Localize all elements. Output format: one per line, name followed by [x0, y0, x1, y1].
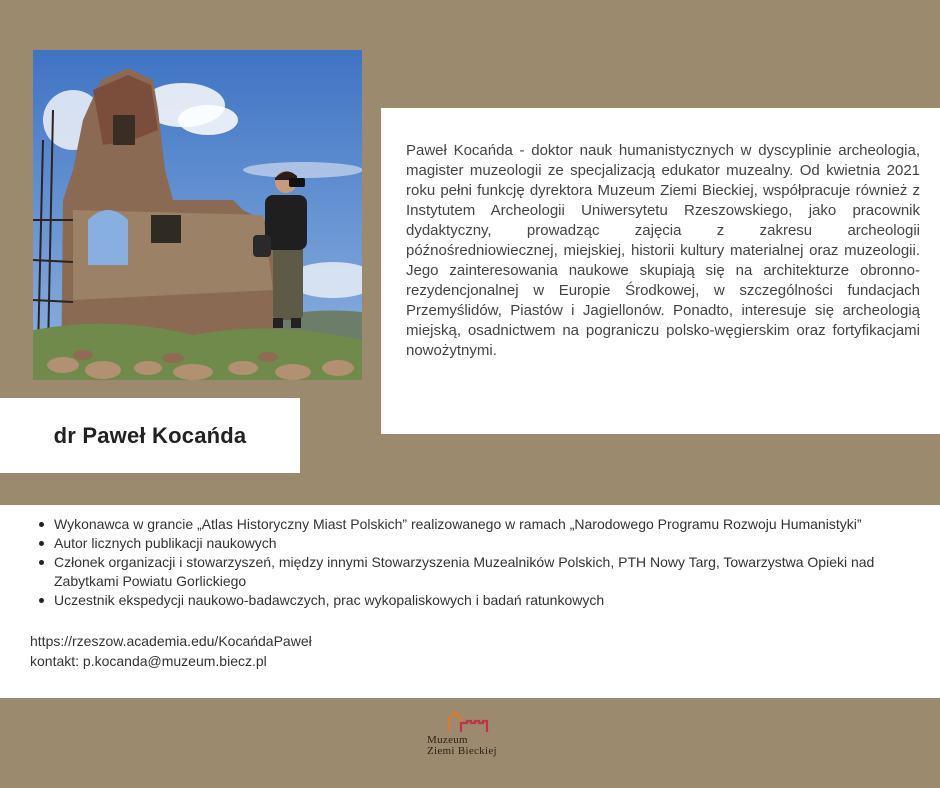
achievements-list	[34, 515, 910, 610]
details-section	[0, 505, 940, 698]
museum-logo	[422, 709, 518, 771]
contact-email[interactable]: kontakt: p.kocanda@muzeum.biecz.pl	[30, 653, 267, 669]
list-item: Autor licznych publikacji naukowych	[54, 534, 910, 553]
list-item: Członek organizacji i stowarzyszeń, między innymi Stowarzyszenia Muzealników Polskich, PTH Nowy Targ, Towarzystwa Opieki nad Zabytkami Powiatu Gorlickiego	[54, 553, 910, 591]
name-card	[0, 398, 300, 473]
list-item: Uczestnik ekspedycji naukowo-badawczych, prac wykopaliskowych i badań ratunkowych	[54, 591, 910, 610]
list-item: Wykonawca w grancie „Atlas Historyczny Miast Polskich” realizowanego w ramach „Narodowego Programu Rozwoju Humanistyki”	[54, 515, 910, 534]
portrait-photo	[33, 50, 362, 380]
logo-line-1: Muzeum	[427, 734, 468, 746]
castle-ruins-photo	[33, 50, 362, 380]
bio-card	[381, 108, 940, 434]
logo-line-2: Ziemi Bieckiej	[427, 745, 497, 757]
contact-block	[30, 631, 910, 671]
profile-link[interactable]: https://rzeszow.academia.edu/KocańdaPaweł	[30, 633, 312, 649]
castle-logo-icon	[445, 709, 495, 733]
bio-text: Paweł Kocańda - doktor nauk humanistycznych w dyscyplinie archeologia, magister muzeologii ze specjalizacją edukator muzealny. Od kwietnia 2021 roku pełni funkcję dyrektora Muzeum Ziemi Bieckiej, współpracuje również z Instytutem Archeologii Uniwersytetu Rzeszowskiego, jako pracownik dydaktyczny, prowadząc zajęcia z zakresu archeologii późnośredniowiecznej, miejskiej, historii kultury materialnej oraz muzeologii. Jego zainteresowania naukowe skupiają się na architekturze obronno-rezydencjonalnej w Europie Środkowej, w szczególności fundacjach Przemyślidów, Piastów i Jagiellonów. Ponadto, interesuje się archeologią miejską, osadnictwem na pograniczu polsko-węgierskim oraz fortyfikacjami nowożytnymi.	[406, 142, 920, 359]
person-name: dr Paweł Kocańda	[53, 422, 247, 448]
